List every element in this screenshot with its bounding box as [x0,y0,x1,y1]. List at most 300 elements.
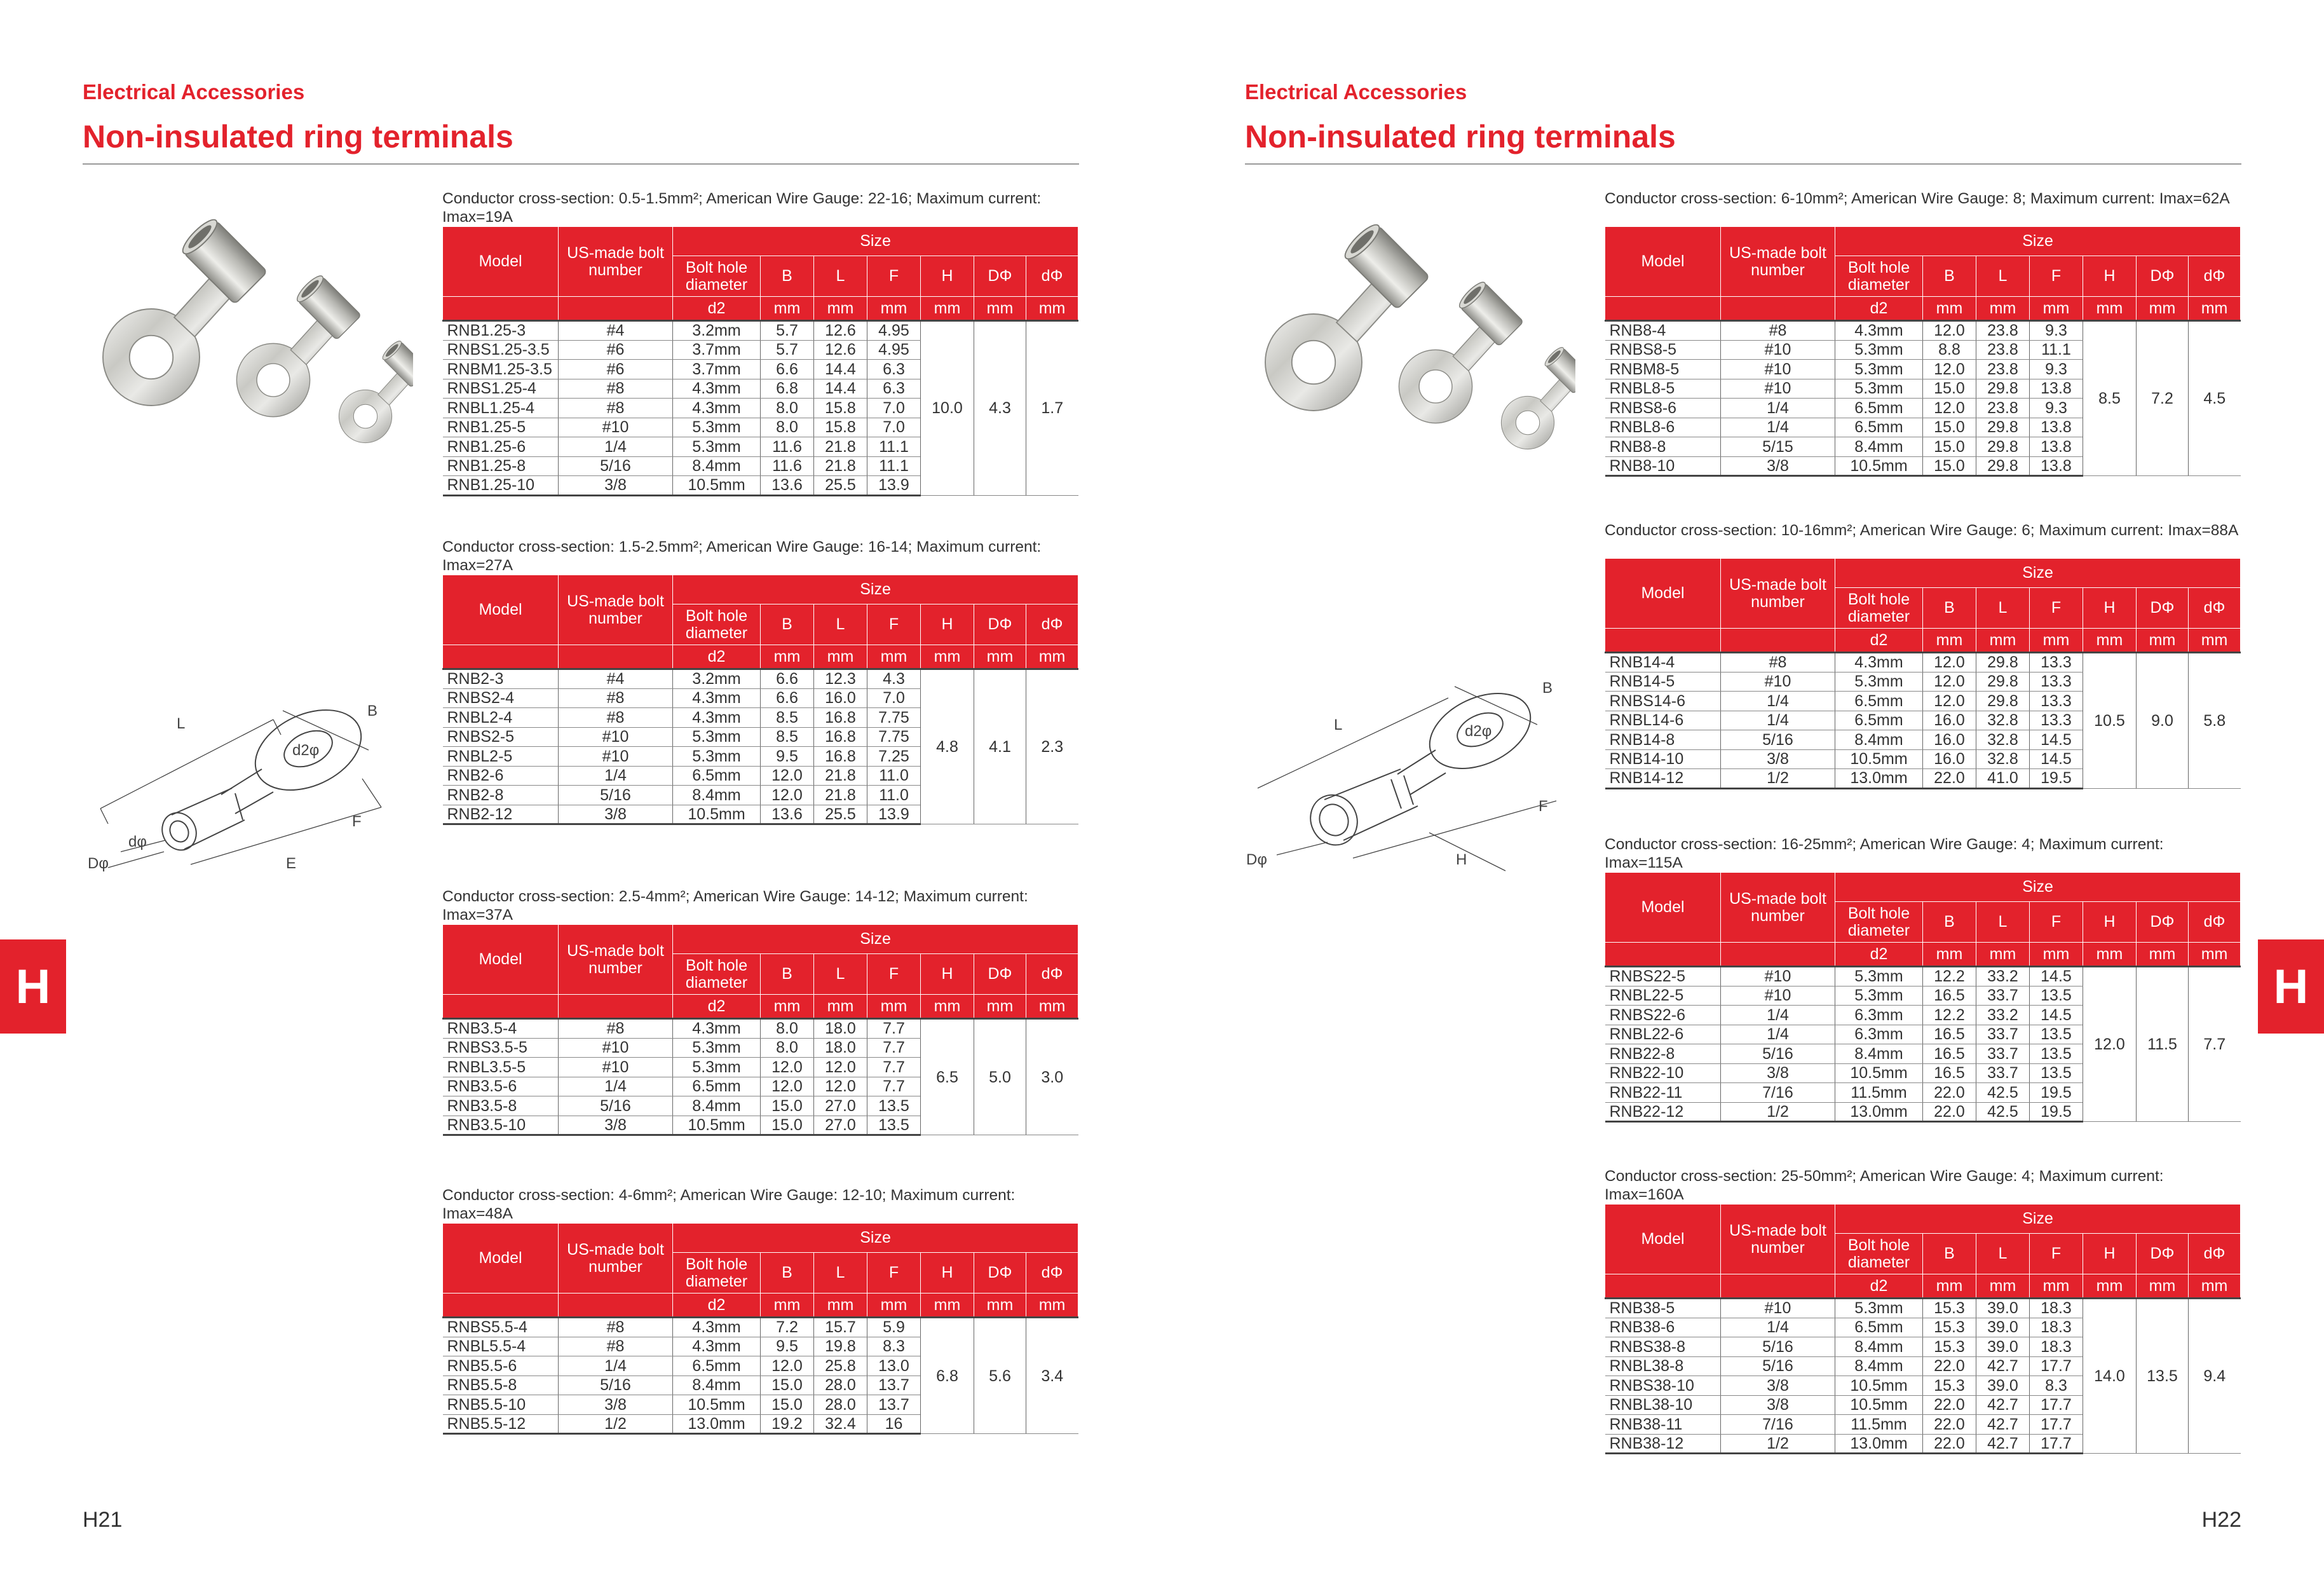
header-unit: mm [814,1294,867,1318]
table-caption: Conductor cross-section: 10-16mm²; American Wire Gauge: 6; Maximum current: Imax=88A [1605,522,2239,539]
table-cell: RNB5.5-8 [443,1376,559,1395]
header-unit: mm [2189,629,2241,653]
table-cell: #10 [1721,379,1835,399]
header-dimension: DΦ [974,256,1026,297]
table-cell: 22.0 [1923,769,1976,789]
table-cell: 15.8 [814,418,867,437]
header-us-made-bolt-number: US-made bolt number [1721,227,1835,297]
table-cell: #10 [1721,1299,1835,1318]
table-cell: 33.2 [1976,967,2030,986]
table-cell: RNBL1.25-4 [443,399,559,418]
shared-dimension-cell: 3.0 [1026,1019,1078,1135]
table-cell: 6.5mm [1835,711,1923,730]
header-us-made-bolt-number: US-made bolt number [559,575,673,645]
table-cell: 3/8 [559,476,673,496]
table-cell: 13.7 [867,1395,921,1415]
table-cell: RNB1.25-5 [443,418,559,437]
spec-table [442,1223,1078,1435]
table-cell: 7/16 [1721,1083,1835,1103]
header-d2: d2 [673,995,761,1019]
header-blank [443,995,559,1019]
table-cell: 8.5 [761,708,814,728]
header-unit: mm [2030,629,2083,653]
table-cell: 39.0 [1976,1299,2030,1318]
table-cell: 5/16 [1721,1356,1835,1376]
spec-block [442,1186,1078,1435]
table-cell: 9.3 [2030,399,2083,418]
header-us-made-bolt-number: US-made bolt number [559,925,673,995]
spec-block [442,189,1078,496]
diagram-label-Dphi: Dφ [88,855,109,872]
page-number: H21 [83,1508,123,1532]
shared-dimension-cell: 13.5 [2137,1299,2189,1454]
header-d2: d2 [673,1294,761,1318]
table-cell: 6.5mm [1835,1318,1923,1337]
table-cell: 19.8 [814,1337,867,1356]
header-unit: mm [814,995,867,1019]
shared-dimension-cell: 9.4 [2189,1299,2241,1454]
table-cell: 27.0 [814,1096,867,1116]
table-cell: 6.5mm [1835,692,1923,711]
table-cell: 15.3 [1923,1318,1976,1337]
spec-table [1605,558,2241,789]
table-cell: RNB1.25-3 [443,321,559,341]
header-unit: mm [761,1294,814,1318]
header-dimension: DΦ [974,954,1026,995]
table-cell: RNBM8-5 [1605,360,1721,379]
header-d2: d2 [673,297,761,321]
header-dimension: B [1923,1234,1976,1274]
table-cell: 5.3mm [1835,967,1923,986]
header-size: Size [1835,873,2241,902]
table-cell: 12.0 [761,1077,814,1096]
header-dimension: H [2083,902,2137,943]
table-cell: 23.8 [1976,399,2030,418]
table-cell: 22.0 [1923,1356,1976,1376]
table-cell: 1/2 [559,1414,673,1434]
header-dimension: H [921,256,974,297]
table-cell: 16.5 [1923,986,1976,1006]
table-cell: 16.5 [1923,1063,1976,1083]
page-number: H22 [2201,1508,2241,1532]
table-cell: RNB3.5-6 [443,1077,559,1096]
header-unit: mm [1026,297,1078,321]
header-dimension: B [761,256,814,297]
header-dimension: B [1923,256,1976,297]
table-cell: RNB8-4 [1605,321,1721,341]
table-cell: 5.7 [761,321,814,341]
table-caption: Conductor cross-section: 6-10mm²; American Wire Gauge: 8; Maximum current: Imax=62A [1605,190,2230,207]
table-cell: #10 [1721,967,1835,986]
header-unit: mm [921,1294,974,1318]
header-bolt-hole-diameter: Bolt hole diameter [673,1253,761,1294]
table-cell: 1/4 [1721,711,1835,730]
header-dimension: L [1976,1234,2030,1274]
header-size: Size [673,1224,1078,1253]
header-blank [443,645,559,669]
diagram-label-l: L [1334,716,1343,734]
table-cell: 22.0 [1923,1102,1976,1122]
spec-table [442,924,1078,1136]
table-cell: 17.7 [2030,1434,2083,1454]
table-cell: 16.0 [1923,711,1976,730]
table-cell: 27.0 [814,1116,867,1135]
table-cell: 15.0 [1923,456,1976,476]
shared-dimension-cell: 4.3 [974,321,1026,496]
table-cell: RNBL22-6 [1605,1025,1721,1044]
table-cell: 13.8 [2030,418,2083,437]
table-cell: 21.8 [814,766,867,786]
table-cell: 1/4 [559,1077,673,1096]
table-cell: RNBS3.5-5 [443,1038,559,1058]
table-cell: 10.5mm [673,476,761,496]
table-cell: 23.8 [1976,321,2030,341]
table-cell: 8.4mm [673,1096,761,1116]
table-cell: 13.8 [2030,456,2083,476]
table-cell: 12.0 [1923,321,1976,341]
page-title: Non-insulated ring terminals [83,119,513,154]
table-cell: 10.5mm [1835,749,1923,769]
table-cell: 17.7 [2030,1415,2083,1435]
spec-block [1605,189,2240,477]
table-cell: 5/16 [1721,1044,1835,1064]
header-unit: mm [1923,1274,1976,1299]
table-cell: RNBL3.5-5 [443,1058,559,1077]
header-us-made-bolt-number: US-made bolt number [1721,559,1835,629]
table-cell: 15.3 [1923,1299,1976,1318]
table-cell: RNBL8-5 [1605,379,1721,399]
shared-dimension-cell: 14.0 [2083,1299,2137,1454]
table-row [443,669,1078,689]
table-cell: 7.75 [867,708,921,728]
table-cell: 29.8 [1976,418,2030,437]
header-dimension: H [921,1253,974,1294]
table-cell: 6.5mm [1835,418,1923,437]
table-cell: RNB8-8 [1605,437,1721,457]
table-cell: 13.3 [2030,711,2083,730]
table-cell: 12.3 [814,669,867,689]
header-unit: mm [814,645,867,669]
header-blank [559,645,673,669]
table-cell: 11.0 [867,766,921,786]
shared-dimension-cell: 6.8 [921,1318,974,1434]
spec-table [1605,1204,2241,1454]
table-cell: #4 [559,669,673,689]
table-cell: 25.8 [814,1356,867,1376]
table-cell: 10.5mm [1835,1376,1923,1396]
table-cell: RNBS38-8 [1605,1337,1721,1357]
table-cell: 12.0 [761,766,814,786]
table-cell: 39.0 [1976,1376,2030,1396]
table-cell: 13.5 [867,1116,921,1135]
table-row [443,1318,1078,1337]
header-blank [559,297,673,321]
header-unit: mm [867,1294,921,1318]
page-right [1162,0,2324,1577]
table-cell: 29.8 [1976,653,2030,672]
table-cell: 15.0 [1923,379,1976,399]
table-cell: 3.2mm [673,669,761,689]
table-cell: 7.7 [867,1038,921,1058]
table-cell: 15.8 [814,399,867,418]
table-cell: 5.3mm [673,727,761,747]
table-cell: 33.2 [1976,1006,2030,1025]
header-unit: mm [1923,629,1976,653]
table-cell: 16 [867,1414,921,1434]
table-cell: 5.3mm [1835,672,1923,692]
table-cell: 19.5 [2030,1102,2083,1122]
shared-dimension-cell: 7.2 [2137,321,2189,476]
table-cell: 13.0 [867,1356,921,1376]
table-cell: 4.95 [867,340,921,360]
header-dimension: dΦ [1026,954,1078,995]
header-dimension: DΦ [2137,256,2189,297]
table-cell: 22.0 [1923,1434,1976,1454]
table-cell: 33.7 [1976,986,2030,1006]
table-caption: Conductor cross-section: 2.5-4mm²; American Wire Gauge: 14-12; Maximum current: Imax=37A [442,888,1028,924]
table-cell: 33.7 [1976,1063,2030,1083]
table-cell: 5.3mm [673,1038,761,1058]
table-cell: 12.0 [1923,672,1976,692]
table-cell: RNB5.5-12 [443,1414,559,1434]
header-blank [443,297,559,321]
table-cell: 5.3mm [673,1058,761,1077]
table-cell: RNB5.5-6 [443,1356,559,1376]
header-model: Model [443,227,559,297]
table-cell: 3.2mm [673,321,761,341]
header-dimension: L [1976,256,2030,297]
table-cell: 6.5mm [673,766,761,786]
header-bolt-hole-diameter: Bolt hole diameter [1835,1234,1923,1274]
header-unit: mm [2137,297,2189,321]
table-cell: #6 [559,340,673,360]
table-cell: 14.5 [2030,730,2083,750]
table-cell: 19.5 [2030,1083,2083,1103]
table-cell: 12.0 [1923,399,1976,418]
title-divider [83,163,1079,165]
table-cell: RNB14-4 [1605,653,1721,672]
table-cell: 1/4 [559,766,673,786]
header-bolt-hole-diameter: Bolt hole diameter [673,256,761,297]
table-cell: 12.6 [814,321,867,341]
header-unit: mm [1976,297,2030,321]
table-cell: #8 [559,708,673,728]
table-cell: 7/16 [1721,1415,1835,1435]
table-cell: 11.5mm [1835,1083,1923,1103]
header-us-made-bolt-number: US-made bolt number [1721,1205,1835,1274]
table-cell: 5.3mm [1835,379,1923,399]
table-cell: #8 [559,1019,673,1039]
table-cell: 22.0 [1923,1395,1976,1415]
header-blank [559,1294,673,1318]
diagram-label-f: F [1539,798,1548,815]
table-cell: 5/16 [559,456,673,476]
section-tab: H [2258,939,2324,1034]
header-unit: mm [1026,1294,1078,1318]
table-cell: 3/8 [559,805,673,824]
table-cell: 21.8 [814,437,867,457]
shared-dimension-cell: 10.5 [2083,653,2137,789]
header-unit: mm [921,995,974,1019]
table-cell: 11.1 [867,437,921,457]
table-cell: 15.7 [814,1318,867,1337]
insulated-terminal-diagram [1239,661,1594,884]
table-cell: 6.6 [761,688,814,708]
table-cell: 13.6 [761,476,814,496]
header-us-made-bolt-number: US-made bolt number [559,1224,673,1294]
table-cell: 15.3 [1923,1376,1976,1396]
table-cell: RNBL38-8 [1605,1356,1721,1376]
header-bolt-hole-diameter: Bolt hole diameter [1835,902,1923,943]
table-cell: RNB5.5-10 [443,1395,559,1415]
shared-dimension-cell: 6.5 [921,1019,974,1135]
table-cell: 5/16 [1721,1337,1835,1357]
header-blank [1721,629,1835,653]
table-cell: 21.8 [814,786,867,805]
table-cell: 13.3 [2030,692,2083,711]
table-cell: RNBL38-10 [1605,1395,1721,1415]
table-cell: 23.8 [1976,340,2030,360]
table-cell: RNB2-8 [443,786,559,805]
header-unit: mm [921,297,974,321]
table-cell: 7.0 [867,418,921,437]
table-cell: 12.0 [761,1356,814,1376]
table-cell: 6.8 [761,379,814,399]
table-cell: 12.2 [1923,967,1976,986]
header-unit: mm [2137,943,2189,967]
table-cell: 1/4 [559,437,673,457]
table-cell: RNBL8-6 [1605,418,1721,437]
header-unit: mm [1923,297,1976,321]
table-cell: 16.5 [1923,1044,1976,1064]
table-cell: 5.7 [761,340,814,360]
table-cell: RNB1.25-6 [443,437,559,457]
header-size: Size [673,575,1078,604]
header-dimension: dΦ [2189,256,2241,297]
table-cell: 3.7mm [673,340,761,360]
diagram-label-dphi: dφ [128,833,147,850]
header-dimension: F [867,954,921,995]
header-dimension: L [814,256,867,297]
title-divider [1245,163,2241,165]
header-unit: mm [974,297,1026,321]
shared-dimension-cell: 4.1 [974,669,1026,824]
table-cell: 12.0 [1923,692,1976,711]
header-dimension: F [2030,256,2083,297]
table-cell: RNB22-11 [1605,1083,1721,1103]
table-cell: 33.7 [1976,1025,2030,1044]
section-tab: H [0,939,66,1034]
table-cell: #8 [1721,653,1835,672]
table-cell: 13.0mm [673,1414,761,1434]
table-cell: 4.3mm [673,688,761,708]
table-cell: 4.3 [867,669,921,689]
header-dimension: F [867,1253,921,1294]
header-model: Model [1605,1205,1721,1274]
table-cell: 13.0mm [1835,1102,1923,1122]
shared-dimension-cell: 5.6 [974,1318,1026,1434]
table-cell: 18.3 [2030,1337,2083,1357]
table-cell: RNBS2-5 [443,727,559,747]
table-cell: 10.5mm [1835,1063,1923,1083]
header-dimension: dΦ [1026,256,1078,297]
table-cell: 15.0 [761,1116,814,1135]
table-cell: #8 [559,379,673,399]
table-cell: 32.4 [814,1414,867,1434]
table-cell: #10 [1721,360,1835,379]
table-cell: 9.3 [2030,321,2083,341]
table-cell: 5.3mm [1835,1299,1923,1318]
table-cell: 8.0 [761,1038,814,1058]
table-cell: 6.5mm [1835,399,1923,418]
table-cell: 1/4 [1721,418,1835,437]
table-cell: 12.2 [1923,1006,1976,1025]
table-cell: RNB2-6 [443,766,559,786]
table-cell: 6.3 [867,360,921,379]
table-cell: 28.0 [814,1395,867,1415]
table-cell: 5.3mm [673,747,761,767]
header-us-made-bolt-number: US-made bolt number [1721,873,1835,943]
header-unit: mm [761,995,814,1019]
header-unit: mm [1976,943,2030,967]
table-cell: 7.0 [867,399,921,418]
table-cell: 11.6 [761,437,814,457]
table-cell: RNBS2-4 [443,688,559,708]
table-cell: 5.3mm [1835,360,1923,379]
table-cell: 1/4 [559,1356,673,1376]
category-heading: Electrical Accessories [83,80,305,104]
shared-dimension-cell: 5.0 [974,1019,1026,1135]
header-dimension: H [2083,1234,2137,1274]
table-cell: 7.7 [867,1077,921,1096]
header-dimension: B [1923,902,1976,943]
table-cell: 13.5 [867,1096,921,1116]
table-cell: 12.6 [814,340,867,360]
shared-dimension-cell: 1.7 [1026,321,1078,496]
header-unit: mm [974,645,1026,669]
table-cell: 8.8 [1923,340,1976,360]
table-cell: 5/16 [1721,730,1835,750]
header-dimension: H [921,954,974,995]
header-unit: mm [974,1294,1026,1318]
table-cell: 4.3mm [673,399,761,418]
table-cell: 7.75 [867,727,921,747]
shared-dimension-cell: 4.5 [2189,321,2241,476]
table-cell: #10 [559,727,673,747]
header-size: Size [1835,1205,2241,1234]
header-blank [1605,629,1721,653]
header-bolt-hole-diameter: Bolt hole diameter [1835,588,1923,629]
header-dimension: F [867,604,921,645]
table-cell: 13.9 [867,476,921,496]
table-cell: RNBS22-5 [1605,967,1721,986]
header-unit: mm [1026,995,1078,1019]
table-row [1605,1299,2241,1318]
table-cell: 13.6 [761,805,814,824]
header-model: Model [1605,227,1721,297]
table-cell: 12.0 [814,1077,867,1096]
table-cell: 28.0 [814,1376,867,1395]
table-cell: 1/4 [1721,1006,1835,1025]
table-cell: 18.0 [814,1038,867,1058]
table-cell: RNB38-6 [1605,1318,1721,1337]
table-cell: 12.0 [761,786,814,805]
table-cell: 23.8 [1976,360,2030,379]
table-cell: 10.5mm [1835,456,1923,476]
table-cell: 29.8 [1976,672,2030,692]
table-cell: 32.8 [1976,730,2030,750]
header-unit: mm [2030,297,2083,321]
